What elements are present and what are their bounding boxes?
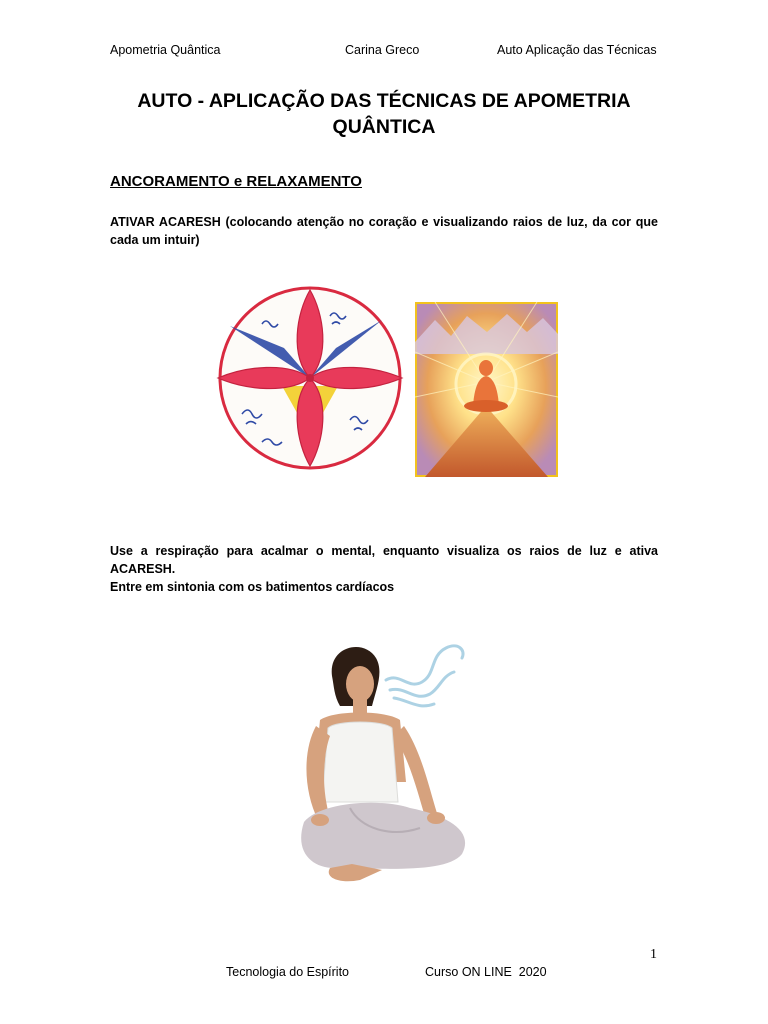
breath-swirl	[386, 646, 463, 706]
header-author: Carina Greco	[345, 43, 420, 57]
page-title-line-1: AUTO - APLICAÇÃO DAS TÉCNICAS DE APOMETRIA	[137, 90, 631, 112]
footer-subject: Tecnologia do Espírito	[226, 965, 349, 979]
meditating-woman-image	[290, 632, 480, 884]
footer-course: Curso ON LINE 2020	[425, 965, 547, 979]
breathing-paragraph: Use a respiração para acalmar o mental, enquanto visualiza os raios de luz e ativa ACARESH.	[110, 544, 658, 576]
page-title-line-2: QUÂNTICA	[332, 116, 436, 138]
page-number: 1	[650, 947, 657, 962]
page-title	[90, 88, 678, 140]
header-section: Auto Aplicação das Técnicas	[497, 43, 657, 57]
activate-acaresh-paragraph: ATIVAR ACARESH (colocando atenção no coração e visualizando raios de luz, da cor que cada um intuir)	[110, 215, 658, 247]
section-heading: ANCORAMENTO e RELAXAMENTO	[110, 173, 362, 190]
meditation-light-image	[415, 302, 558, 477]
header-document-title: Apometria Quântica	[110, 43, 221, 57]
heartbeat-paragraph: Entre em sintonia com os batimentos cardíacos	[110, 580, 395, 594]
acaresh-mandala-image	[212, 286, 408, 470]
